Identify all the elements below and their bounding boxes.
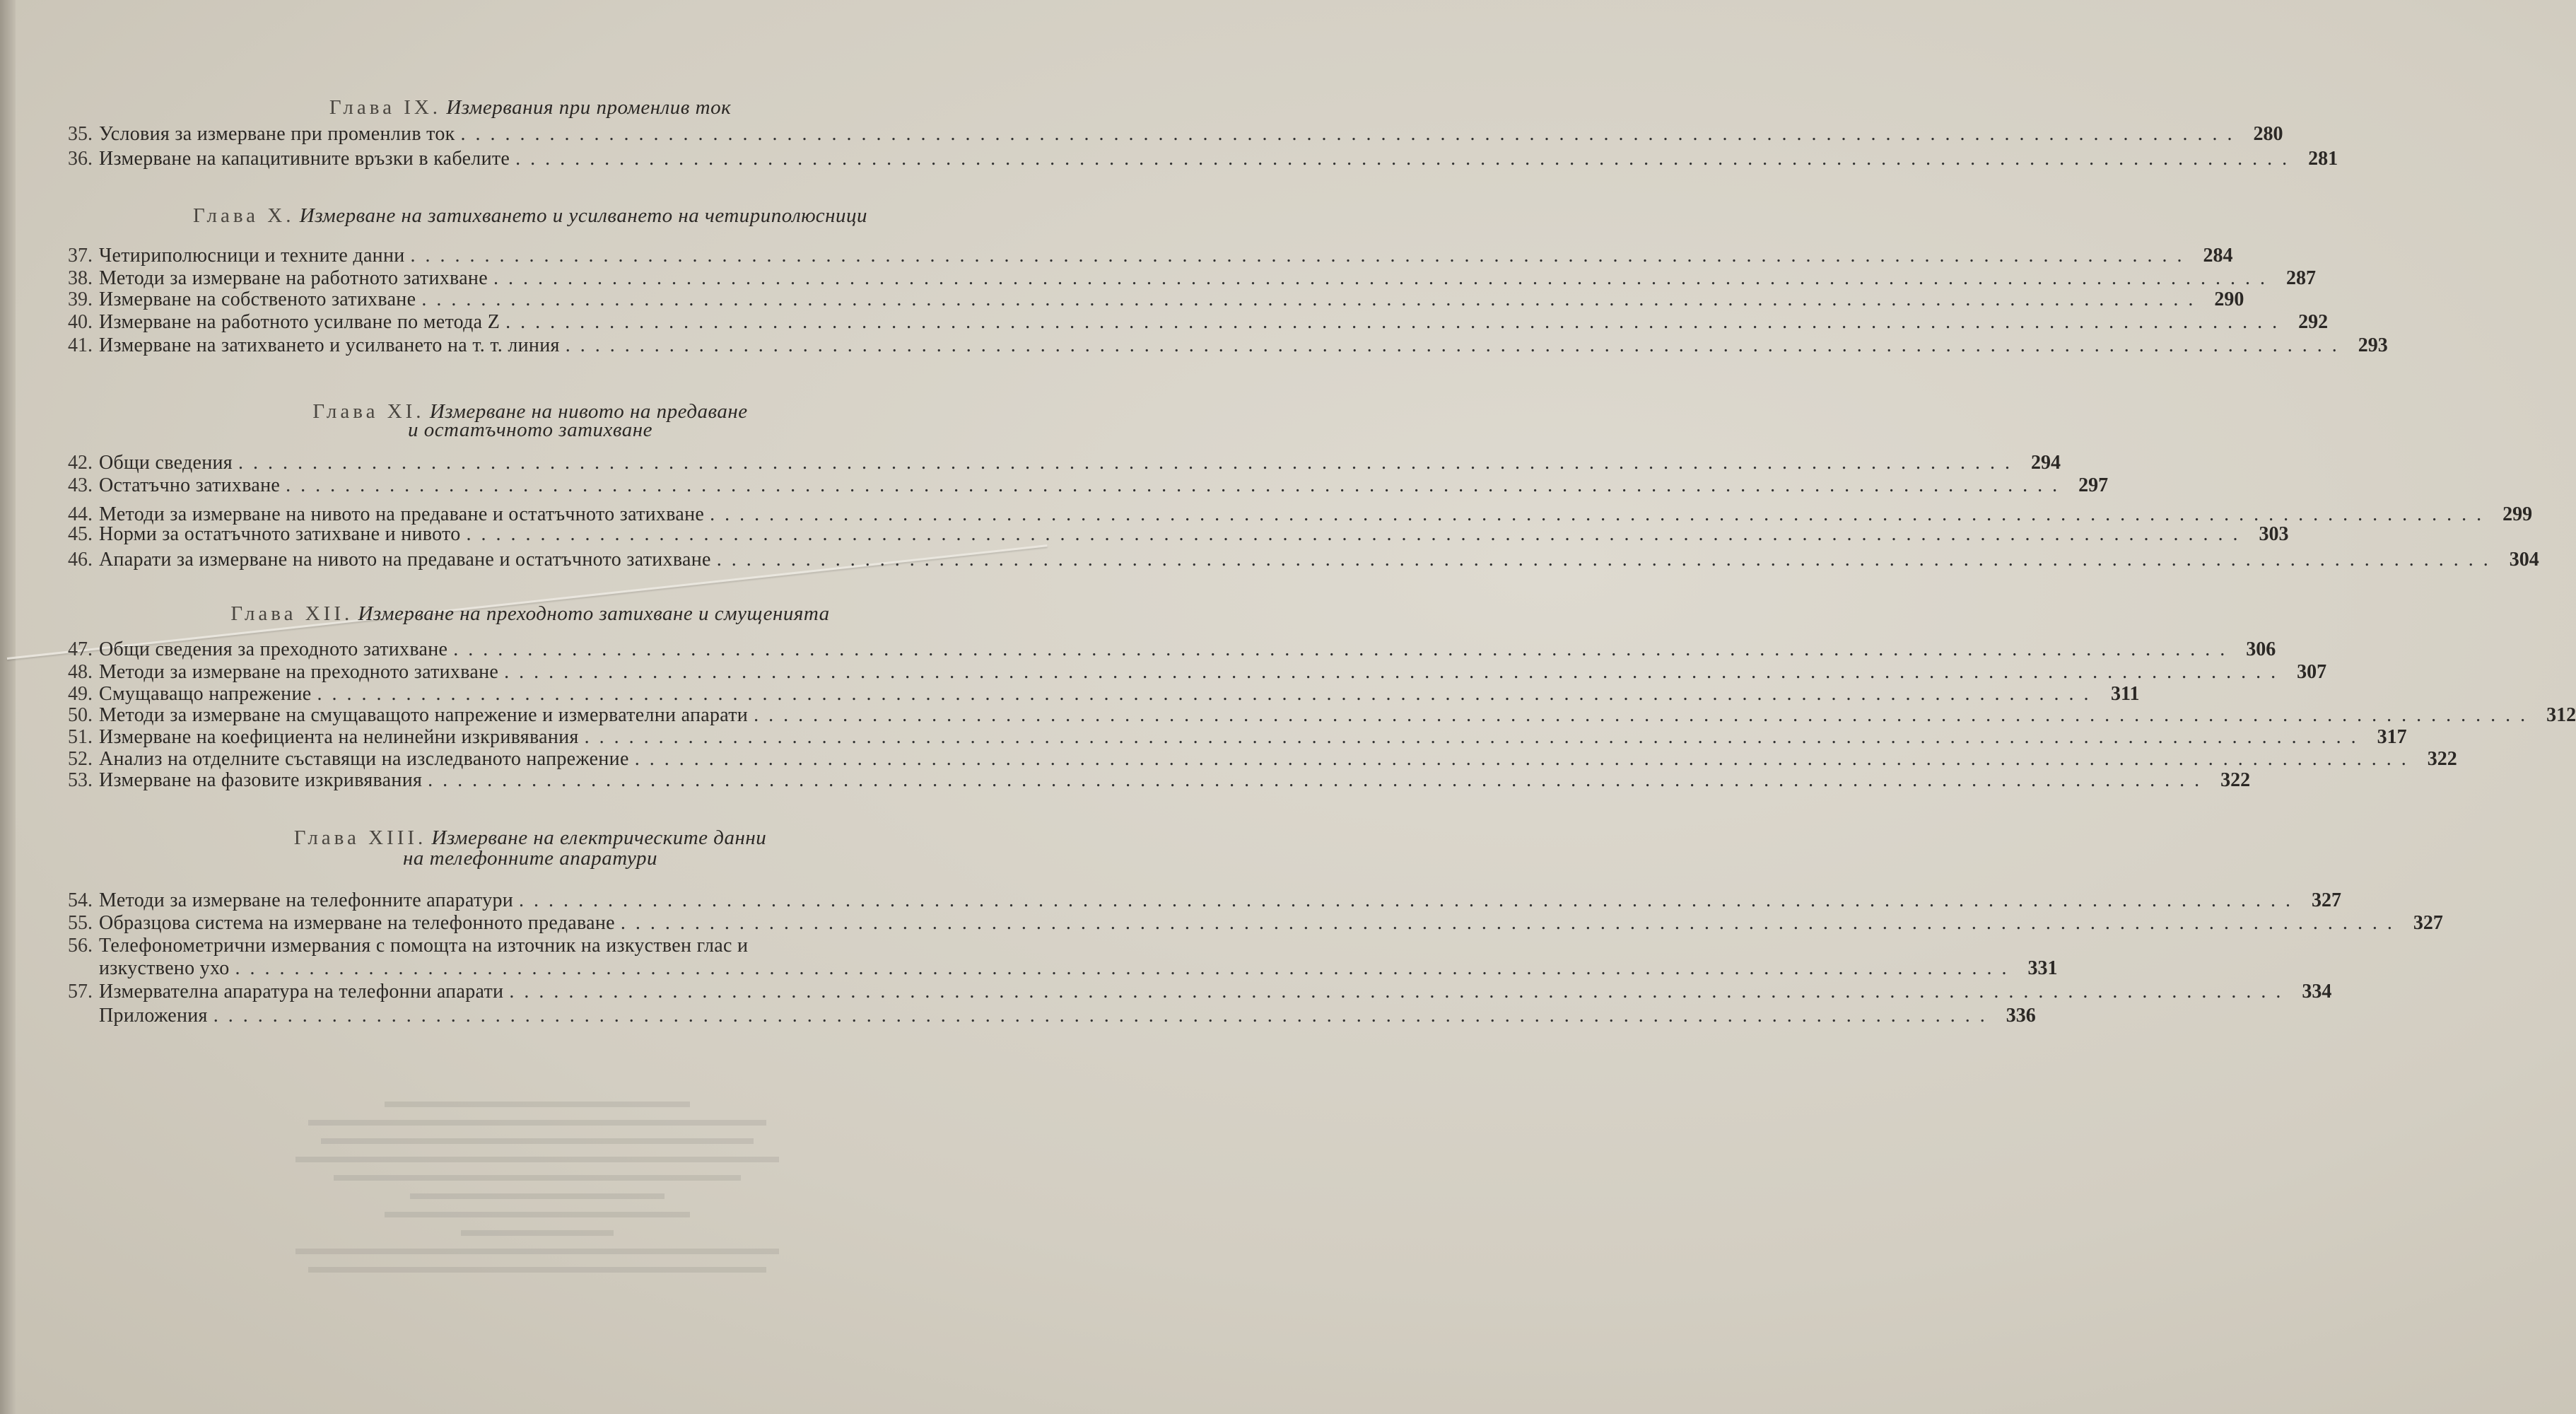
toc-entry[interactable] [68, 661, 2327, 684]
page-number: 294 [2030, 452, 2061, 474]
entry-number: 56. [68, 935, 93, 957]
entry-title: Методи за измерване на работното затихване [99, 267, 488, 289]
chapter-title: Измерване на електрическите данни [431, 826, 767, 849]
page-number: 312 [2546, 704, 2576, 726]
entry-number: 55. [68, 912, 93, 934]
page-number: 293 [2358, 334, 2388, 356]
toc-entry[interactable] [68, 123, 2283, 146]
chapter-title: Измерване на нивото на предаване [429, 400, 748, 423]
dot-leader: ........................................................................................................................ [515, 148, 2297, 170]
dot-leader: ........................................................................................................................ [716, 549, 2498, 571]
entry-title: Условия за измерване при променлив ток [99, 123, 455, 145]
toc-entry[interactable] [68, 981, 2332, 1003]
entry-title: Измерване на капацитивните връзки в кабелите [99, 148, 510, 170]
entry-title: Измервателна апаратура на телефонни апарати [99, 981, 504, 1003]
dot-leader: ........................................................................................................................ [317, 683, 2099, 705]
dot-leader: ........................................................................................................................ [421, 288, 2203, 310]
entry-title-continuation: изкуствено ухо [99, 957, 230, 979]
toc-entry[interactable] [68, 748, 2457, 771]
chapter-title: Измерване на преходното затихване и смущенията [358, 602, 830, 625]
page-number: 331 [2027, 957, 2058, 979]
entry-title: Остатъчно затихване [99, 474, 281, 496]
page-number: 280 [2253, 123, 2283, 145]
chapter-title: и остатъчното затихване [407, 419, 653, 441]
chapter-heading [0, 419, 1060, 442]
entry-number: 53. [68, 769, 93, 791]
dot-leader: ........................................................................................................................ [466, 523, 2248, 545]
page-number: 317 [2377, 726, 2407, 748]
toc-entry[interactable] [68, 148, 2338, 170]
toc-entry[interactable] [68, 267, 2316, 290]
entry-title: Методи за измерване на преходното затихване [99, 661, 499, 683]
dot-leader: ........................................................................................................................ [584, 726, 2366, 748]
page-number: 304 [2509, 549, 2539, 571]
chapter-heading [0, 847, 1060, 870]
entry-title: Смущаващо напрежение [99, 683, 312, 705]
entry-title: Общи сведения [99, 452, 233, 474]
dot-leader: ........................................................................................................................ [238, 452, 2020, 474]
page-number: 322 [2220, 769, 2251, 791]
dot-leader: ........................................................................................................................ [754, 704, 2536, 726]
toc-entry[interactable] [68, 769, 2251, 792]
entry-number: 46. [68, 549, 93, 571]
chapter-heading [0, 96, 1060, 119]
entry-title: Методи за измерване на смущаващото напрежение и измервателни апарати [99, 704, 749, 726]
chapter-label: Глава IX. [329, 96, 442, 119]
entry-number: 50. [68, 704, 93, 726]
toc-entry[interactable] [68, 726, 2407, 749]
entry-title: Телефонометрични измервания с помощта на източник на изкуствен глас и [99, 935, 749, 957]
toc-entry[interactable] [68, 638, 2276, 661]
chapter-label: Глава X. [192, 204, 295, 227]
entry-title: Четириполюсници и техните данни [99, 245, 405, 267]
page-number: 311 [2111, 683, 2140, 705]
chapter-title: на телефонните апаратури [403, 847, 657, 870]
entry-title: Измерване на фазовите изкривявания [99, 769, 423, 791]
entry-title: Норми за остатъчното затихване и нивото [99, 523, 461, 545]
dot-leader: ........................................................................................................................ [519, 889, 2301, 911]
entry-title: Измерване на собственото затихване [99, 288, 416, 310]
toc-entry[interactable] [68, 452, 2061, 474]
entry-number: 51. [68, 726, 93, 748]
chapter-heading [0, 602, 1060, 626]
chapter-heading [0, 204, 1060, 228]
toc-entry-continuation[interactable] [68, 957, 2058, 980]
dot-leader: ........................................................................................................................ [634, 748, 2416, 770]
chapter-label: Глава XI. [312, 400, 425, 423]
dot-leader: ........................................................................................................................ [565, 334, 2347, 356]
page-number: 334 [2302, 981, 2332, 1003]
toc-entry[interactable] [68, 549, 2539, 571]
dot-leader: ........................................................................................................................ [509, 981, 2291, 1003]
toc-entry[interactable] [68, 912, 2443, 935]
entry-title: Измерване на коефициента на нелинейни изкривявания [99, 726, 579, 748]
entry-number: 47. [68, 638, 93, 660]
dot-leader: ........................................................................................................................ [428, 769, 2210, 791]
entry-title: Методи за измерване на нивото на предаване и остатъчното затихване [99, 503, 705, 525]
dot-leader: ........................................................................................................................ [235, 957, 2017, 979]
entry-number: 43. [68, 474, 93, 496]
page-number: 292 [2298, 311, 2329, 333]
dot-leader: ........................................................................................................................ [493, 267, 2275, 289]
entry-number: 57. [68, 981, 93, 1003]
page-number: 327 [2413, 912, 2443, 934]
page-number: 336 [2006, 1005, 2036, 1027]
entry-number: 52. [68, 748, 93, 770]
dot-leader: ........................................................................................................................ [410, 245, 2192, 267]
toc-entry[interactable] [68, 334, 2388, 357]
toc-entry[interactable] [68, 523, 2289, 546]
entry-number: 45. [68, 523, 93, 545]
entry-number: 40. [68, 311, 93, 333]
dot-leader: ........................................................................................................................ [213, 1005, 1995, 1027]
entry-title: Измерване на затихването и усилването на т. т. линия [99, 334, 560, 356]
entry-number: 42. [68, 452, 93, 474]
page-number: 307 [2297, 661, 2327, 683]
toc-entry[interactable] [68, 311, 2329, 334]
toc-entry[interactable] [68, 935, 748, 957]
entry-number: 41. [68, 334, 93, 356]
entry-title: Образцова система на измерване на телефонното предаване [99, 912, 615, 934]
entry-number: 49. [68, 683, 93, 705]
toc-entry[interactable] [68, 474, 2109, 497]
page-number: 297 [2078, 474, 2109, 496]
toc-entry[interactable] [68, 245, 2233, 267]
page-number: 303 [2259, 523, 2289, 545]
dot-leader: ........................................................................................................................ [460, 123, 2242, 145]
dot-leader: ........................................................................................................................ [453, 638, 2235, 660]
toc-entry[interactable] [68, 889, 2342, 912]
page-number: 290 [2214, 288, 2244, 310]
dot-leader: ........................................................................................................................ [286, 474, 2068, 496]
toc-entry[interactable] [68, 704, 2576, 727]
dot-leader: ........................................................................................................................ [620, 912, 2402, 934]
toc-entry[interactable] [68, 288, 2244, 311]
dot-leader: ........................................................................................................................ [504, 661, 2286, 683]
chapter-title: Измерване на затихването и усилването на четириполюсници [299, 204, 868, 227]
toc-entry[interactable] [68, 683, 2140, 706]
page-number: 322 [2427, 748, 2457, 770]
toc-entry[interactable] [68, 1005, 2036, 1027]
page-number: 327 [2312, 889, 2342, 911]
dot-leader: ........................................................................................................................ [505, 311, 2288, 333]
entry-number: 36. [68, 148, 93, 170]
entry-title: Общи сведения за преходното затихване [99, 638, 448, 660]
entry-title: Приложения [99, 1005, 208, 1027]
entry-title: Измерване на работното усилване по метода Z [99, 311, 500, 333]
dot-leader: ........................................................................................................................ [710, 503, 2492, 525]
chapter-label: Глава XIII. [293, 826, 427, 849]
page-number: 284 [2203, 245, 2233, 267]
show-through-colophon [283, 1089, 792, 1301]
page-number: 287 [2285, 267, 2316, 289]
entry-number: 37. [68, 245, 93, 267]
entry-number: 44. [68, 503, 93, 525]
entry-title: Методи за измерване на телефонните апаратури [99, 889, 514, 911]
entry-number: 38. [68, 267, 93, 289]
page-number: 306 [2246, 638, 2276, 660]
page-number: 281 [2308, 148, 2338, 170]
chapter-title: Измервания при променлив ток [446, 96, 732, 119]
entry-title: Апарати за измерване на нивото на предаване и остатъчното затихване [99, 549, 711, 571]
chapter-label: Глава XII. [230, 602, 353, 625]
entry-title: Анализ на отделните съставящи на изследваното напрежение [99, 748, 629, 770]
entry-number: 54. [68, 889, 93, 911]
entry-number: 39. [68, 288, 93, 310]
page-number: 299 [2502, 503, 2533, 525]
entry-number: 48. [68, 661, 93, 683]
entry-number: 35. [68, 123, 93, 145]
